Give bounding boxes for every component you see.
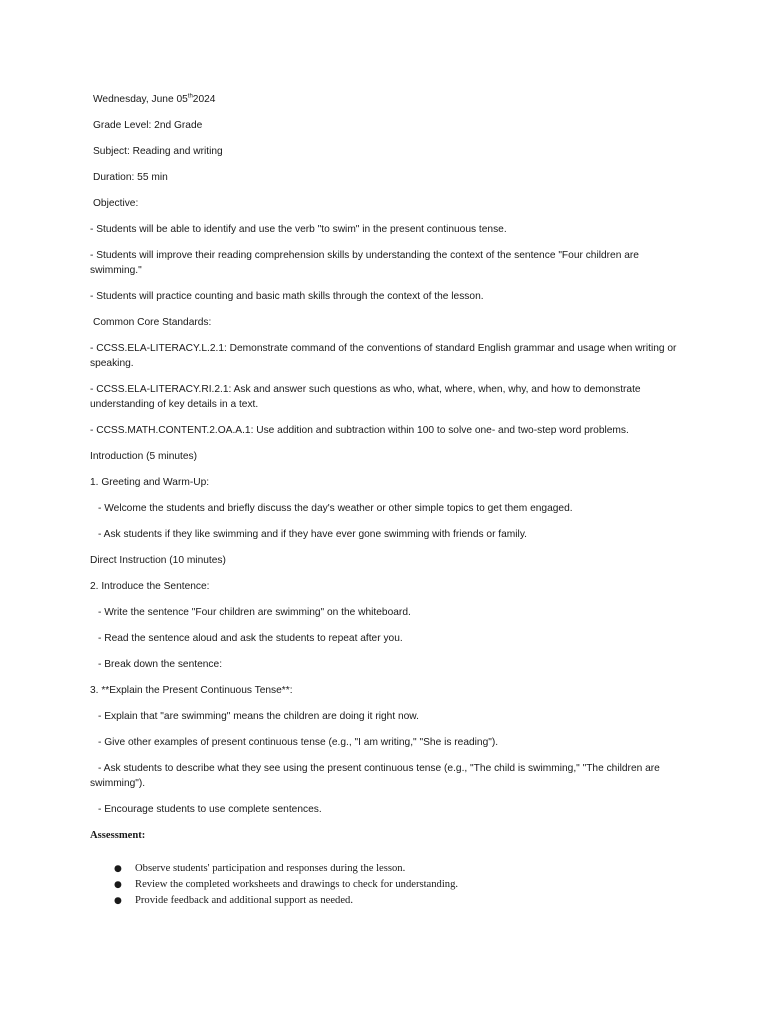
objective-heading: Objective: [93,198,139,209]
instruction-item: - Encourage students to use complete sentences. [98,804,322,815]
instruction-step-2: 2. Introduce the Sentence: [90,581,210,592]
assessment-list [90,861,680,909]
objective-item: - Students will improve their reading comprehension skills by understanding the context of the sentence "Four children are swimming." [90,250,639,276]
objective-item: - Students will be able to identify and use the verb "to swim" in the present continuous tense. [90,224,507,235]
date-year: 2024 [192,94,216,105]
instruction-item: - Read the sentence aloud and ask the students to repeat after you. [98,633,403,644]
date-superscript: th [187,93,193,100]
introduction-item: - Welcome the students and briefly discuss the day's weather or other simple topics to get them engaged. [98,503,573,514]
date-text: Wednesday, June 05 [93,94,188,105]
assessment-item [90,893,680,909]
assessment-heading: Assessment: [90,830,146,841]
instruction-item: - Write the sentence "Four children are swimming" on the whiteboard. [98,607,411,618]
assessment-item-text: Observe students' participation and responses during the lesson. [135,863,406,874]
instruction-item: - Break down the sentence: [98,659,223,670]
standard-item: - CCSS.ELA-LITERACY.RI.2.1: Ask and answer such questions as who, what, where, when, why, and how to demonstrate understanding of key details in a text. [90,384,641,410]
introduction-item: - Ask students if they like swimming and if they have ever gone swimming with friends or family. [98,529,527,540]
assessment-item [90,861,680,877]
standards-heading: Common Core Standards: [93,317,212,328]
assessment-item-text: Provide feedback and additional support as needed. [135,895,353,906]
lesson-plan-body [90,92,680,828]
instruction-step-3: 3. **Explain the Present Continuous Tense**: [90,685,293,696]
instruction-item [90,761,680,791]
introduction-heading: Introduction (5 minutes) [90,451,198,462]
bullet-icon: ● [114,880,122,890]
objective-item: - Students will practice counting and basic math skills through the context of the lesson. [90,291,484,302]
assessment-item-text: Review the completed worksheets and drawings to check for understanding. [135,879,459,890]
assessment-item [90,877,680,893]
standard-item: - CCSS.ELA-LITERACY.L.2.1: Demonstrate command of the conventions of standard English grammar and usage when writing or speaking. [90,343,677,369]
introduction-step: 1. Greeting and Warm-Up: [90,477,210,488]
subject: Subject: Reading and writing [93,146,223,157]
instruction-item-text: - Ask students to describe what they see using the present continuous tense (e.g., "The child is swimming," "The children are swimming"). [90,763,660,789]
bullet-icon: ● [114,864,122,874]
duration: Duration: 55 min [93,172,168,183]
assessment-section [90,828,680,909]
bullet-icon: ● [114,896,122,906]
grade-level: Grade Level: 2nd Grade [93,120,203,131]
lesson-date [90,92,680,107]
instruction-item: - Give other examples of present continuous tense (e.g., "I am writing," "She is reading"). [98,737,499,748]
direct-instruction-heading: Direct Instruction (10 minutes) [90,555,226,566]
standard-item: - CCSS.MATH.CONTENT.2.OA.A.1: Use addition and subtraction within 100 to solve one- and two-step word problems. [90,425,629,436]
instruction-item: - Explain that "are swimming" means the children are doing it right now. [98,711,419,722]
